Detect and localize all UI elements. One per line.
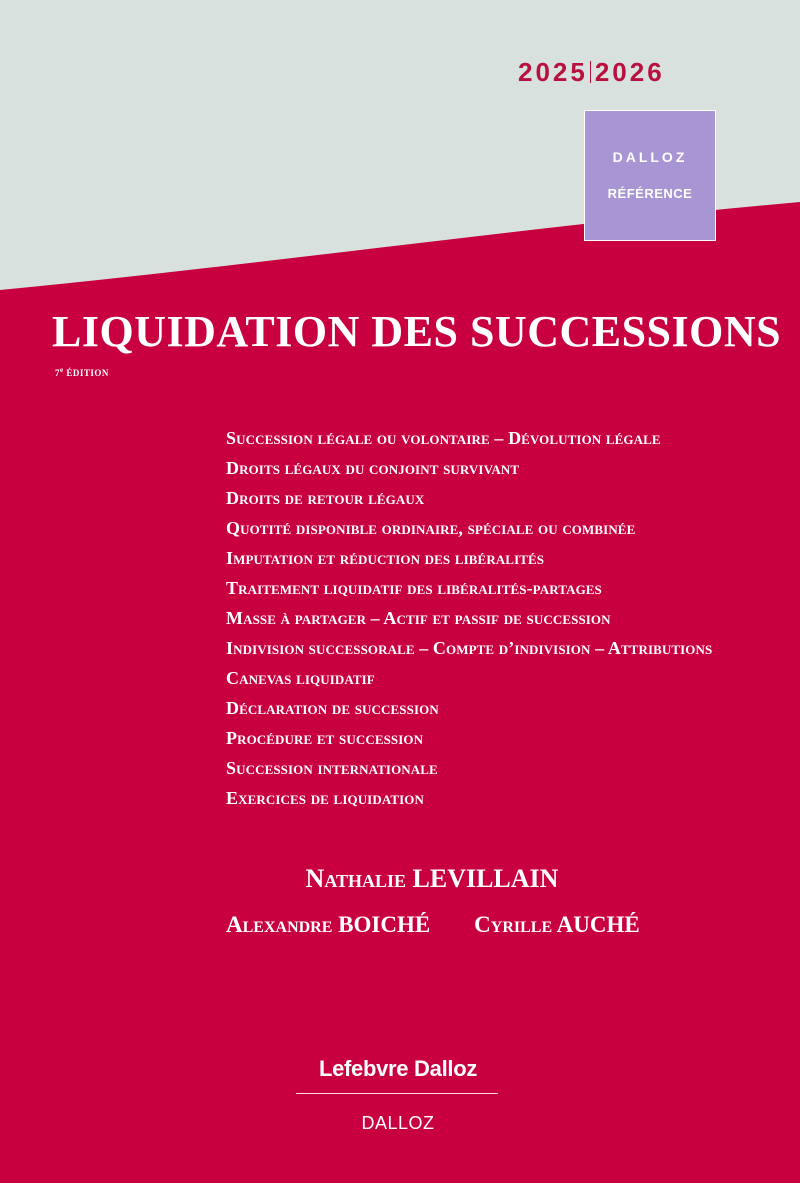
co-authors: [226, 912, 640, 938]
topic-item: Quotité disponible ordinaire, spéciale ou combinée: [226, 518, 636, 538]
year-separator: [590, 61, 591, 83]
edition-label: [55, 366, 109, 378]
topic-item: Exercices de liquidation: [226, 788, 424, 808]
badge-brand: DALLOZ: [612, 149, 688, 165]
topic-item: Canevas liquidatif: [226, 668, 375, 688]
co-author: Cyrille AUCHÉ: [474, 912, 640, 937]
topic-item: Imputation et réduction des libéralités: [226, 548, 545, 568]
lead-author: Nathalie LEVILLAIN: [305, 864, 559, 893]
co-author: Alexandre BOICHÉ: [226, 912, 431, 937]
book-title: LIQUIDATION DES SUCCESSIONS: [52, 307, 782, 356]
topic-item: Succession internationale: [226, 758, 438, 778]
topics-list: [226, 425, 712, 815]
topic-item: Indivision successorale – Compte d’indivision – Attributions: [226, 638, 713, 658]
topic-item: Succession légale ou volontaire – Dévolution légale: [226, 428, 661, 448]
edition-superscript: e: [60, 366, 64, 374]
year-end: 2026: [594, 57, 665, 87]
topic-item: Déclaration de succession: [226, 698, 439, 718]
publisher-divider: [296, 1093, 498, 1094]
topic-item: Droits de retour légaux: [226, 488, 425, 508]
year-start: 2025: [518, 57, 588, 87]
topic-item: Droits légaux du conjoint survivant: [226, 458, 520, 478]
imprint-logo: DALLOZ: [361, 1113, 435, 1133]
publisher-logo: Lefebvre Dalloz: [318, 1056, 478, 1081]
topic-item: Procédure et succession: [226, 728, 424, 748]
edition-number: 7: [55, 368, 60, 378]
collection-badge: [584, 110, 716, 241]
topic-item: Masse à partager – Actif et passif de succession: [226, 608, 611, 628]
edition-years: [518, 56, 722, 88]
topic-item: Traitement liquidatif des libéralités-partages: [226, 578, 602, 598]
edition-word: ÉDITION: [63, 368, 109, 378]
badge-collection: RÉFÉRENCE: [607, 186, 693, 201]
